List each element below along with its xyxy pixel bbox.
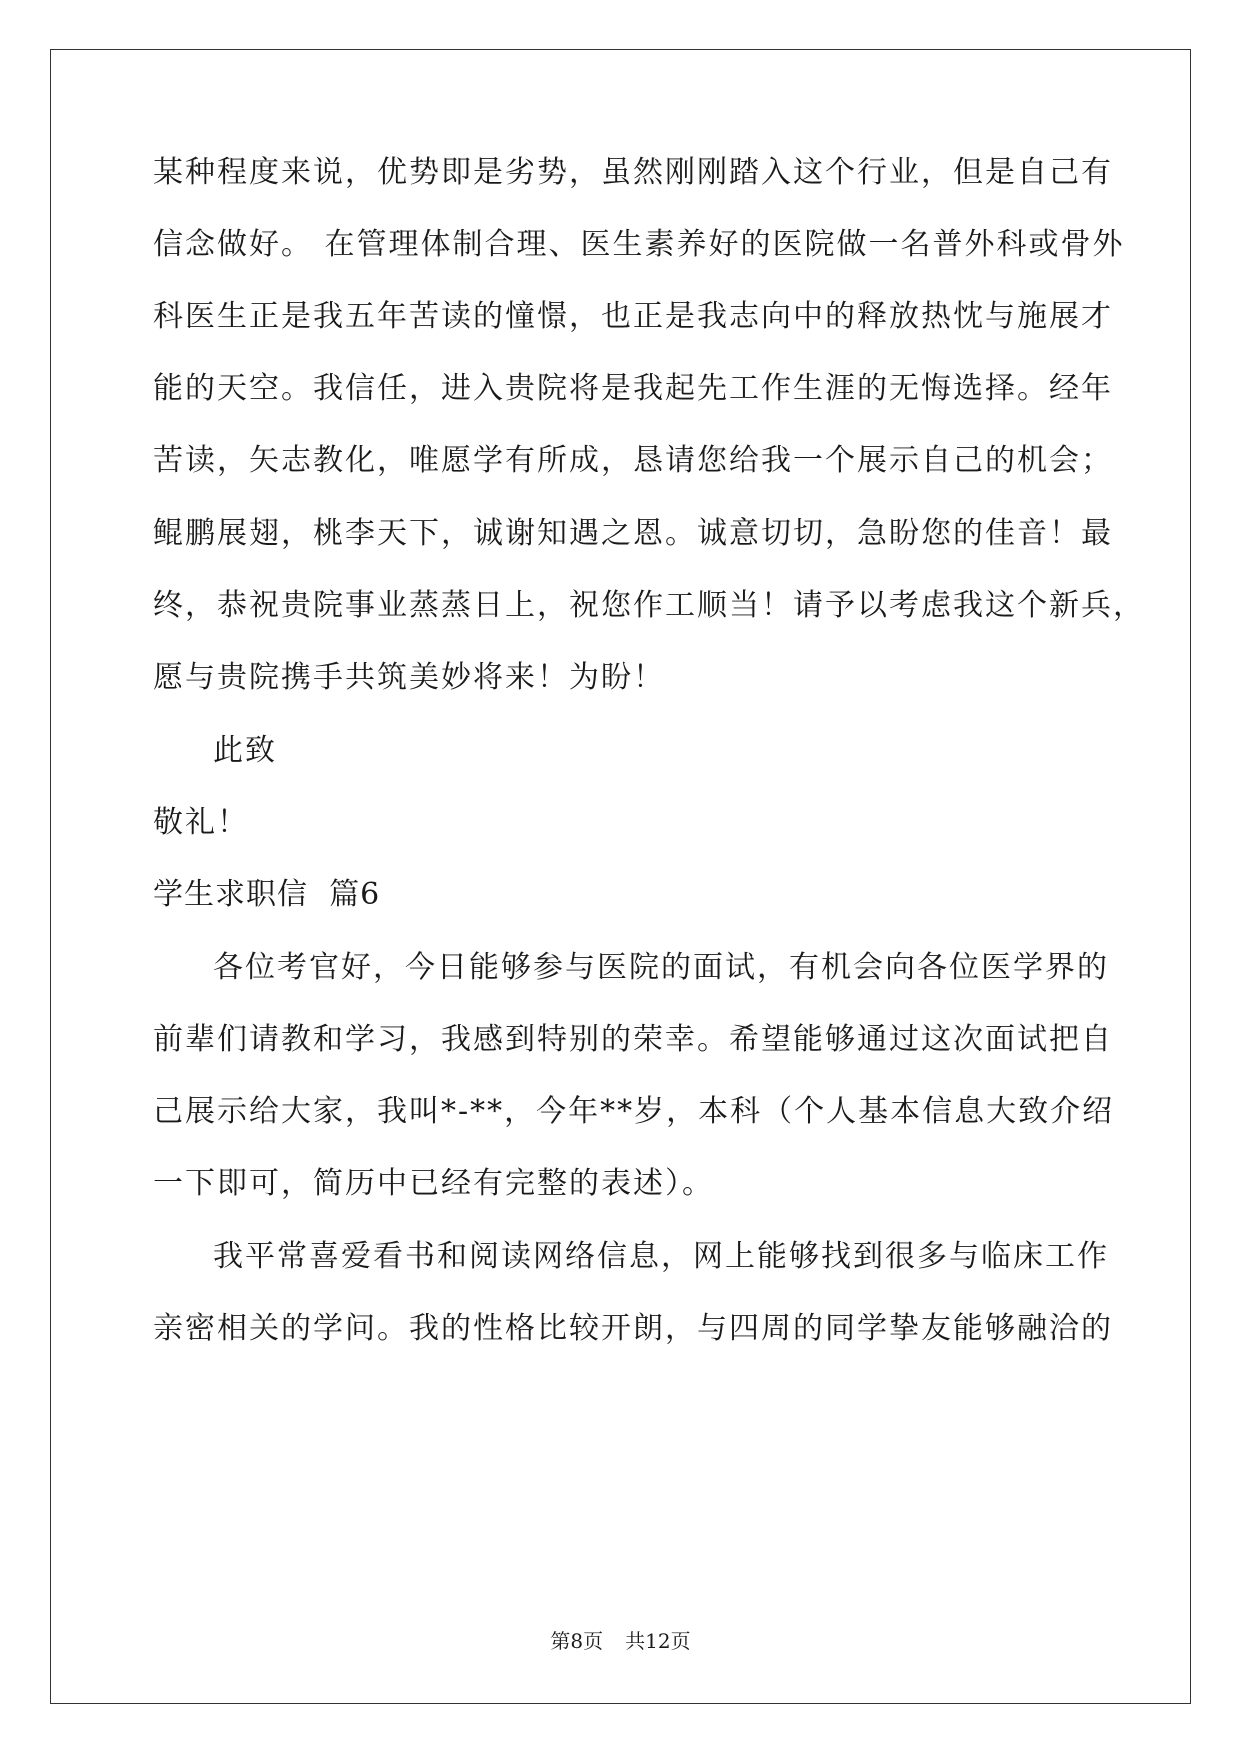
paragraph-line: 某种程度来说，优势即是劣势，虽然刚刚踏入这个行业，但是自己有: [153, 155, 1113, 190]
page-total: 共12页: [625, 1629, 691, 1653]
paragraph-line: 终，恭祝贵院事业蒸蒸日上，祝您作工顺当！请予以考虑我这个新兵，: [153, 588, 1145, 623]
paragraph-line: 前辈们请教和学习，我感到特别的荣幸。希望能够通过这次面试把自: [153, 1022, 1113, 1057]
salutation-line: 此致: [213, 733, 277, 768]
paragraph-line: 各位考官好，今日能够参与医院的面试，有机会向各位医学界的: [213, 950, 1109, 985]
paragraph-line: 亲密相关的学问。我的性格比较开朗，与四周的同学挚友能够融洽的: [153, 1311, 1113, 1346]
paragraph-line: 我平常喜爱看书和阅读网络信息，网上能够找到很多与临床工作: [213, 1239, 1109, 1274]
paragraph-line: 苦读，矢志教化，唯愿学有所成，恳请您给我一个展示自己的机会；: [153, 443, 1113, 478]
page-number: 第8页: [550, 1629, 604, 1653]
paragraph-line: 能的天空。我信任，进入贵院将是我起先工作生涯的无悔选择。经年: [153, 371, 1113, 406]
paragraph-line: 科医生正是我五年苦读的憧憬，也正是我志向中的释放热忱与施展才: [153, 299, 1113, 334]
paragraph-line: 鲲鹏展翅，桃李天下，诚谢知遇之恩。诚意切切，急盼您的佳音！最: [153, 516, 1113, 551]
page-footer: [0, 1629, 1241, 1653]
closing-line: 敬礼！: [153, 805, 249, 840]
paragraph-line: 信念做好。 在管理体制合理、医生素养好的医院做一名普外科或骨外: [153, 227, 1125, 262]
paragraph-line: 愿与贵院携手共筑美妙将来！为盼！: [153, 660, 665, 695]
paragraph-line: 一下即可，简历中已经有完整的表述）。: [153, 1166, 714, 1201]
paragraph-line: 己展示给大家，我叫*-**，今年**岁，本科（个人基本信息大致介绍: [153, 1094, 1115, 1129]
section-heading: 学生求职信 篇6: [153, 877, 381, 912]
